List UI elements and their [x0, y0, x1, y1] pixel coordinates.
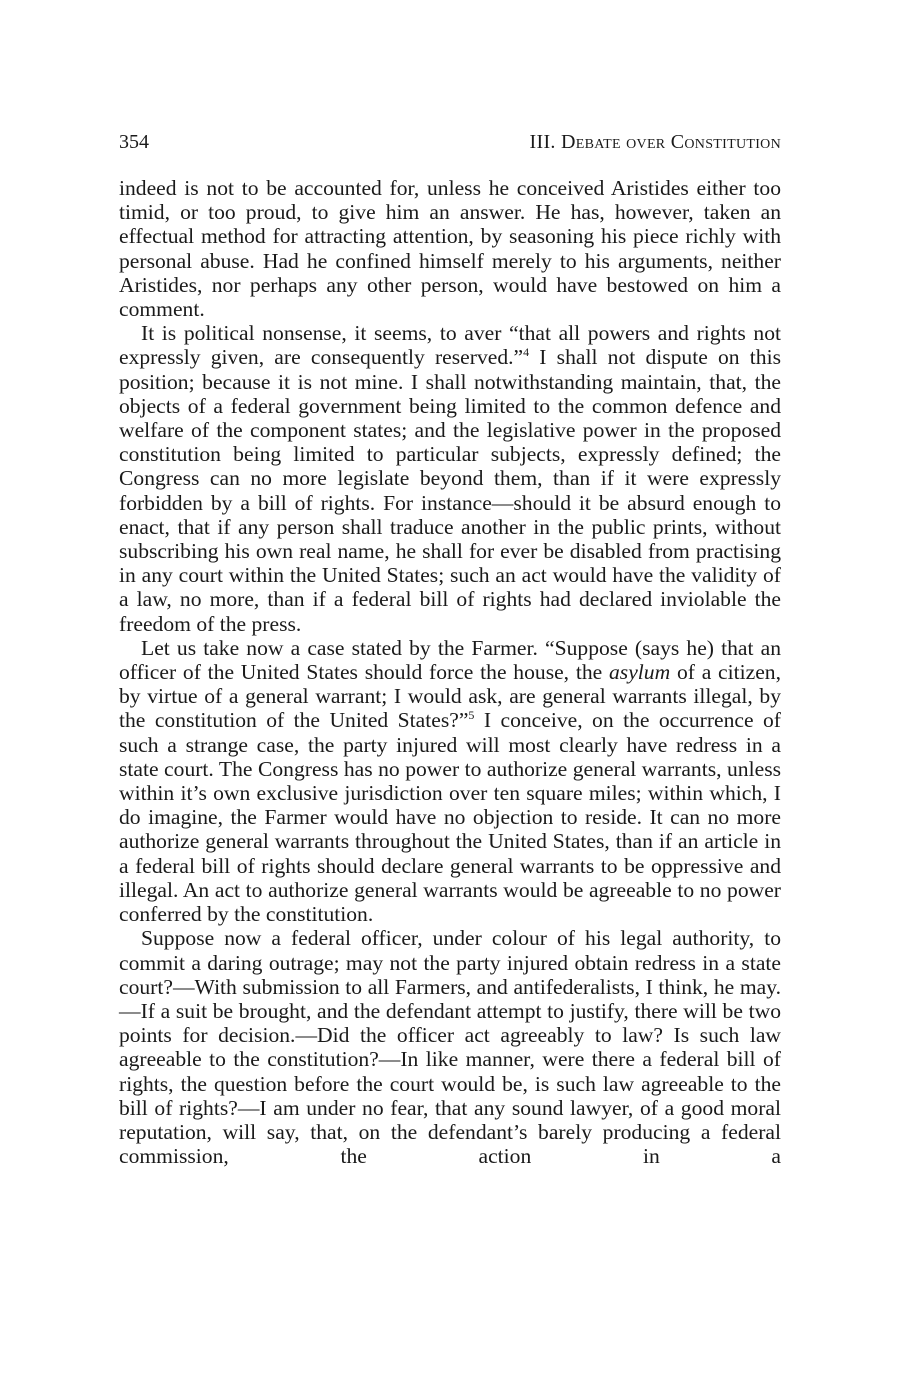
paragraph-3: [119, 636, 781, 926]
paragraph-1: indeed is not to be accounted for, unless he conceived Aristides either too timid, or too proud, to give him an answer. He has, however, taken an effectual method for attracting attention, by seasoning his piece richly with personal abuse. Had he confined himself merely to his arguments, neither Aristides, nor perhaps any other person, would have bestowed on him a comment.: [119, 176, 781, 322]
running-head: [119, 128, 781, 156]
paragraph-2: [119, 321, 781, 636]
paragraph-3-emphasis: asylum: [609, 660, 671, 685]
paragraph-3-text-a: Let us take now a case stated by the Farmer. “Suppose (says he) that an officer of the United States should force the house, the: [119, 635, 781, 685]
paragraph-3-text-c: I conceive, on the occurrence of such a strange case, the party injured will most clearly have redress in a state court. The Congress has no power to authorize general warrants, unless within it’s own exclusive jurisdiction over ten square miles; within which, I do imagine, the Farmer would have no objection to reside. It can no more authorize general warrants throughout the United States, than if an article in a federal bill of rights should declare general warrants to be oppressive and illegal. An act to authorize general warrants would be agreeable to no power conferred by the constitution.: [119, 708, 781, 927]
paragraph-2-text-b: I shall not dispute on this position; because it is not mine. I shall notwithstanding maintain, that, the objects of a federal government being limited to the common defence and welfare of the component states; and the legislative power in the proposed constitution being limited to particular subjects, expressly defined; the Congress can no more legislate beyond them, than if it were expressly forbidden by a bill of rights. For instance—should it be absurd enough to enact, that if any person shall traduce another in the public prints, without subscribing his own real name, he shall for ever be disabled from practising in any court within the United States; such an act would have the validity of a law, no more, than if a federal bill of rights had declared inviolable the freedom of the press.: [119, 345, 781, 636]
running-title: III. Debate over Constitution: [529, 131, 781, 153]
page-number: 354: [119, 131, 149, 153]
paragraph-4: Suppose now a federal officer, under colour of his legal authority, to commit a daring outrage; may not the party injured obtain redress in a state court?—With submission to all Farmers, and antifederalists, I think, he may.—If a suit be brought, and the defendant attempt to justify, there will be two points for decision.—Did the officer act agreeably to law? Is such law agreeable to the constitution?—In like manner, were there a federal bill of rights, the question before the court would be, is such law agreeable to the bill of rights?—I am under no fear, that any sound lawyer, of a good moral reputation, will say, that, on the defendant’s barely producing a federal commission, the action in a: [119, 926, 781, 1169]
paragraph-3-text-b: of a citizen, by virtue of a general warrant; I would ask, are general warrants illegal, by the constitution of the United States?”: [119, 660, 782, 733]
footnote-ref-4: 4: [523, 345, 530, 360]
footnote-ref-5: 5: [468, 708, 475, 723]
body-text: [119, 176, 781, 1168]
paragraph-2-text-a: It is political nonsense, it seems, to aver “that all powers and rights not expressly given, are consequently reserved.”: [119, 321, 781, 370]
book-page: [119, 128, 781, 1168]
